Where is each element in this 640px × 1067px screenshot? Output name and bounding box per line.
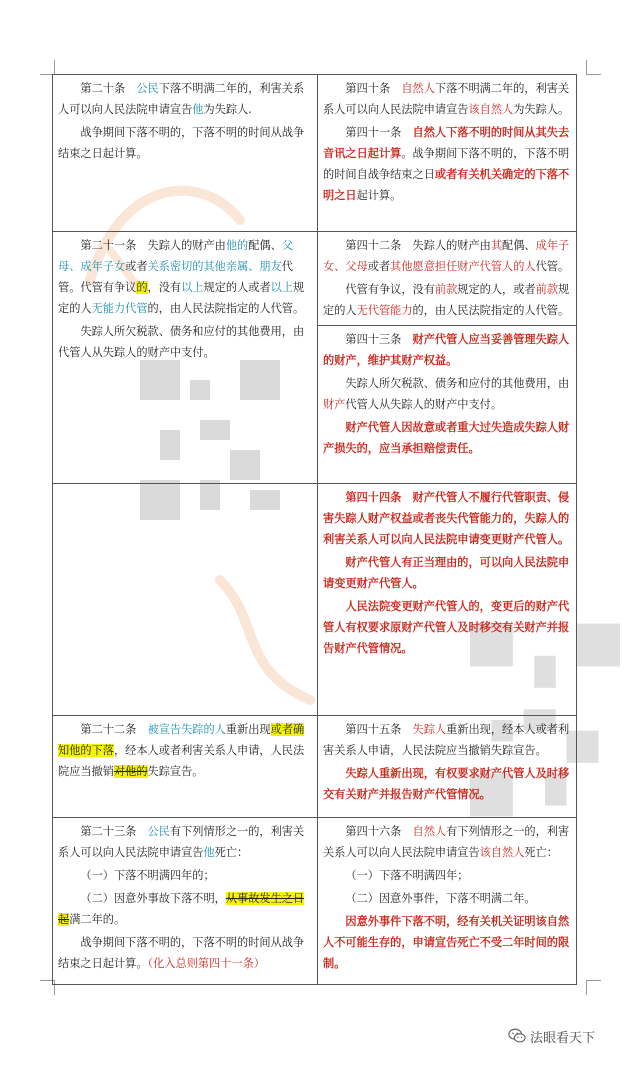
article-text: （二）因意外事件，下落不明满二年。 [345,892,536,905]
article-text: 战争期间下落不明的，下落不明的时间从战争结束之日起计算。（化入总则第四十一条） [58,936,305,970]
article-text: 第四十二条 失踪人的财产由其配偶、成年子女、父母或者其他愿意担任财产代管人的人代管。 [323,239,570,273]
wechat-brand-footer [508,1025,595,1047]
article-text: （一）下落不明满四年的； [80,869,215,882]
brand-name: 法眼看天下 [530,1030,596,1046]
table-row [53,484,577,716]
article-text: 第四十一条 自然人下落不明的时间从其失去音讯之日起计算。战争期间下落不明的，下落不明的时间自战争结束之日或者有关机关确定的下落不明之日起计算。 [323,126,570,202]
table-row [53,232,577,484]
wechat-icon [508,1027,526,1045]
article-text: 第四十五条 失踪人重新出现，经本人或者利害关系人申请，人民法院应当撤销失踪宣告。 [323,723,570,757]
new-law-cell [318,716,577,818]
crop-mark [586,60,601,75]
article-text: 第二十二条 被宣告失踪的人重新出现或者确知他的下落，经本人或者利害关系人申请，人民法院应当撤销对他的失踪宣告。 [58,723,305,778]
new-law-cell [318,484,577,716]
new-law-cell [318,232,577,484]
article-text: 第四十六条 自然人有下列情形之一的，利害关系人可以向人民法院申请宣告该自然人死亡： [323,825,570,859]
old-law-cell [53,232,318,484]
comparison-table [52,74,577,985]
sub-cell [318,325,576,459]
article-text: 人民法院变更财产代管人的，变更后的财产代管人有权要求原财产代管人及时移交有关财产并报告财产代管情况。 [323,600,570,655]
table-row [53,75,577,232]
new-law-cell [318,75,577,232]
article-text: 第二十条 公民下落不明满二年的，利害关系人可以向人民法院申请宣告他为失踪人. [58,82,305,116]
table-row [53,818,577,985]
article-text: 失踪人所欠税款、债务和应付的其他费用，由代管人从失踪人的财产中支付。 [58,325,305,359]
old-law-cell [53,818,318,985]
article-text: 战争期间下落不明的，下落不明的时间从战争结束之日起计算。 [58,126,305,160]
article-text: （一）下落不明满四年； [345,869,469,882]
article-text: 失踪人所欠税款、债务和应付的其他费用，由财产代管人从失踪人的财产中支付。 [323,377,570,411]
article-text: 第四十三条 财产代管人应当妥善管理失踪人的财产，维护其财产权益。 [323,333,570,367]
article-text: 财产代管人因故意或者重大过失造成失踪人财产损失的，应当承担赔偿责任。 [323,421,570,455]
article-text: 第二十一条 失踪人的财产由他的配偶、父母、成年子女或者关系密切的其他亲属、朋友代管。代管有争议的，没有以上规定的人或者以上规定的人无能力代管的，由人民法院指定的人代管。 [58,239,305,315]
article-text: 第二十三条 公民有下列情形之一的，利害关系人可以向人民法院申请宣告他死亡： [58,825,305,859]
article-text: 因意外事件下落不明，经有关机关证明该自然人不可能生存的，申请宣告死亡不受二年时间的限制。 [323,915,570,970]
old-law-cell-empty [53,484,318,716]
crop-mark [40,60,55,75]
article-text: 失踪人重新出现，有权要求财产代管人及时移交有关财产并报告财产代管情况。 [323,767,570,801]
article-text: 代管有争议，没有前款规定的人，或者前款规定的人无代管能力的，由人民法院指定的人代管。 [323,283,570,317]
article-text: 财产代管人有正当理由的，可以向人民法院申请变更财产代管人。 [323,556,570,590]
article-text: 第四十四条 财产代管人不履行代管职责、侵害失踪人财产权益或者丧失代管能力的，失踪人的利害关系人可以向人民法院申请变更财产代管人。 [323,491,570,546]
old-law-cell [53,716,318,818]
table-row [53,716,577,818]
article-text: （二）因意外事故下落不明，从事故发生之日起满二年的。 [58,892,305,926]
new-law-cell [318,818,577,985]
old-law-cell [53,75,318,232]
crop-mark [586,980,601,995]
article-text: 第四十条 自然人下落不明满二年的，利害关系人可以向人民法院申请宣告该自然人为失踪人。 [323,82,570,116]
